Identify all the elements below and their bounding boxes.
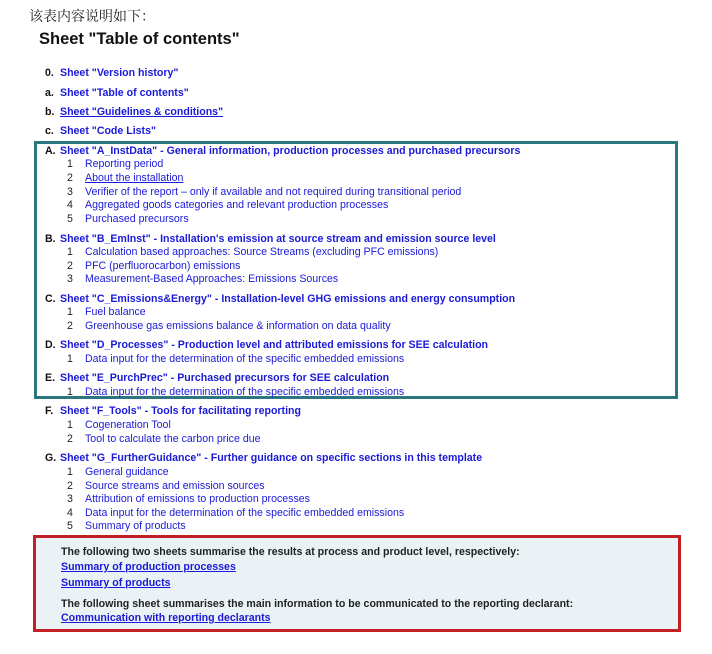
subentry-link[interactable]: Fuel balance bbox=[85, 306, 146, 318]
toc-subentry[interactable] bbox=[67, 507, 404, 520]
toc-subentry[interactable] bbox=[67, 466, 169, 479]
summary-link-production-processes[interactable]: Summary of production processes bbox=[61, 561, 236, 573]
toc-entry-A[interactable] bbox=[45, 145, 520, 158]
subentry-number: 2 bbox=[67, 172, 73, 184]
subentry-link[interactable]: Calculation based approaches: Source Streams (excluding PFC emissions) bbox=[85, 246, 439, 258]
subentry-number: 3 bbox=[67, 273, 73, 285]
page-title: Sheet "Table of contents" bbox=[39, 30, 240, 48]
toc-subentry[interactable] bbox=[67, 186, 461, 199]
toc-entry-F[interactable] bbox=[45, 405, 301, 418]
entry-index: A. bbox=[45, 145, 56, 157]
toc-subentry[interactable] bbox=[67, 246, 438, 259]
entry-index: c. bbox=[45, 125, 54, 137]
toc-entry-E[interactable] bbox=[45, 372, 389, 385]
sheet-link-b-eminst[interactable]: Sheet "B_EmInst" - Installation's emission at source stream and emission source level bbox=[60, 233, 496, 245]
toc-entry-G[interactable] bbox=[45, 452, 482, 465]
sheet-link-version-history[interactable]: Sheet "Version history" bbox=[60, 67, 179, 79]
subentry-link[interactable]: Summary of products bbox=[85, 520, 186, 532]
toc-entry-B[interactable] bbox=[45, 233, 496, 246]
toc-entry-b[interactable] bbox=[45, 106, 223, 119]
summary-note-communication: The following sheet summarises the main information to be communicated to the reporting declarant: bbox=[61, 598, 574, 610]
toc-subentry[interactable] bbox=[67, 320, 391, 333]
subentry-link[interactable]: Source streams and emission sources bbox=[85, 480, 265, 492]
sheet-link-g-further-guidance[interactable]: Sheet "G_FurtherGuidance" - Further guidance on specific sections in this template bbox=[60, 452, 483, 464]
entry-index: D. bbox=[45, 339, 56, 351]
subentry-link[interactable]: About the installation bbox=[85, 172, 184, 184]
subentry-number: 3 bbox=[67, 493, 73, 505]
subentry-number: 1 bbox=[67, 158, 73, 170]
toc-subentry[interactable] bbox=[67, 158, 163, 171]
subentry-link[interactable]: Data input for the determination of the specific embedded emissions bbox=[85, 353, 405, 365]
subentry-number: 4 bbox=[67, 507, 73, 519]
subentry-number: 2 bbox=[67, 433, 73, 445]
entry-index: b. bbox=[45, 106, 55, 118]
toc-subentry[interactable] bbox=[67, 433, 261, 446]
subentry-link[interactable]: PFC (perfluorocarbon) emissions bbox=[85, 260, 241, 272]
subentry-number: 5 bbox=[67, 520, 73, 532]
toc-subentry[interactable] bbox=[67, 199, 388, 212]
summary-note-results: The following two sheets summarise the results at process and product level, respectively: bbox=[61, 546, 520, 558]
toc-subentry[interactable] bbox=[67, 306, 146, 319]
sheet-link-e-purchprec[interactable]: Sheet "E_PurchPrec" - Purchased precursors for SEE calculation bbox=[60, 372, 390, 384]
subentry-number: 1 bbox=[67, 306, 73, 318]
entry-index: C. bbox=[45, 293, 56, 305]
toc-subentry[interactable] bbox=[67, 273, 338, 286]
subentry-number: 2 bbox=[67, 260, 73, 272]
subentry-number: 1 bbox=[67, 419, 73, 431]
subentry-link[interactable]: Attribution of emissions to production processes bbox=[85, 493, 310, 505]
subentry-link[interactable]: Verifier of the report – only if available and not required during transitional period bbox=[85, 186, 462, 198]
subentry-number: 1 bbox=[67, 386, 73, 398]
entry-index: G. bbox=[45, 452, 57, 464]
subentry-number: 5 bbox=[67, 213, 73, 225]
entry-index: 0. bbox=[45, 67, 54, 79]
toc-subentry[interactable] bbox=[67, 493, 310, 506]
sheet-link-a-instdata[interactable]: Sheet "A_InstData" - General information, production processes and purchased precursors bbox=[60, 145, 521, 157]
subentry-number: 1 bbox=[67, 246, 73, 258]
toc-subentry[interactable] bbox=[67, 386, 404, 399]
summary-link-communication[interactable]: Communication with reporting declarants bbox=[61, 612, 271, 624]
toc-subentry[interactable] bbox=[67, 419, 171, 432]
entry-index: B. bbox=[45, 233, 56, 245]
subentry-link[interactable]: Measurement-Based Approaches: Emissions Sources bbox=[85, 273, 339, 285]
sheet-link-f-tools[interactable]: Sheet "F_Tools" - Tools for facilitating reporting bbox=[60, 405, 301, 417]
summary-link-products[interactable]: Summary of products bbox=[61, 577, 171, 589]
toc-entry-C[interactable] bbox=[45, 293, 515, 306]
entry-index: F. bbox=[45, 405, 54, 417]
subentry-number: 1 bbox=[67, 466, 73, 478]
toc-entry-D[interactable] bbox=[45, 339, 488, 352]
sheet-link-guidelines[interactable]: Sheet "Guidelines & conditions" bbox=[60, 106, 224, 118]
toc-subentry[interactable] bbox=[67, 520, 186, 533]
subentry-link[interactable]: Data input for the determination of the specific embedded emissions bbox=[85, 386, 405, 398]
subentry-link[interactable]: Data input for the determination of the specific embedded emissions bbox=[85, 507, 405, 519]
intro-text: 该表内容说明如下： bbox=[29, 9, 155, 25]
toc-subentry[interactable] bbox=[67, 480, 265, 493]
sheet-link-d-processes[interactable]: Sheet "D_Processes" - Production level and attributed emissions for SEE calculation bbox=[60, 339, 489, 351]
subentry-link[interactable]: Aggregated goods categories and relevant production processes bbox=[85, 199, 389, 211]
subentry-link[interactable]: Tool to calculate the carbon price due bbox=[85, 433, 261, 445]
subentry-link[interactable]: General guidance bbox=[85, 466, 169, 478]
toc-subentry[interactable] bbox=[67, 260, 240, 273]
subentry-number: 2 bbox=[67, 320, 73, 332]
toc-subentry[interactable] bbox=[67, 213, 189, 226]
toc-subentry[interactable] bbox=[67, 172, 183, 185]
sheet-link-c-emissions-energy[interactable]: Sheet "C_Emissions&Energy" - Installation-level GHG emissions and energy consumption bbox=[60, 293, 516, 305]
entry-index: a. bbox=[45, 87, 54, 99]
sheet-link-table-of-contents[interactable]: Sheet "Table of contents" bbox=[60, 87, 189, 99]
subentry-link[interactable]: Reporting period bbox=[85, 158, 164, 170]
entry-index: E. bbox=[45, 372, 56, 384]
subentry-number: 1 bbox=[67, 353, 73, 365]
toc-subentry[interactable] bbox=[67, 353, 404, 366]
subentry-number: 2 bbox=[67, 480, 73, 492]
toc-entry-0[interactable] bbox=[45, 67, 178, 80]
subentry-number: 3 bbox=[67, 186, 73, 198]
toc-entry-c[interactable] bbox=[45, 125, 156, 138]
sheet-link-code-lists[interactable]: Sheet "Code Lists" bbox=[60, 125, 156, 137]
subentry-link[interactable]: Cogeneration Tool bbox=[85, 419, 171, 431]
toc-entry-a[interactable] bbox=[45, 87, 189, 100]
subentry-link[interactable]: Purchased precursors bbox=[85, 213, 189, 225]
subentry-number: 4 bbox=[67, 199, 73, 211]
subentry-link[interactable]: Greenhouse gas emissions balance & information on data quality bbox=[85, 320, 391, 332]
